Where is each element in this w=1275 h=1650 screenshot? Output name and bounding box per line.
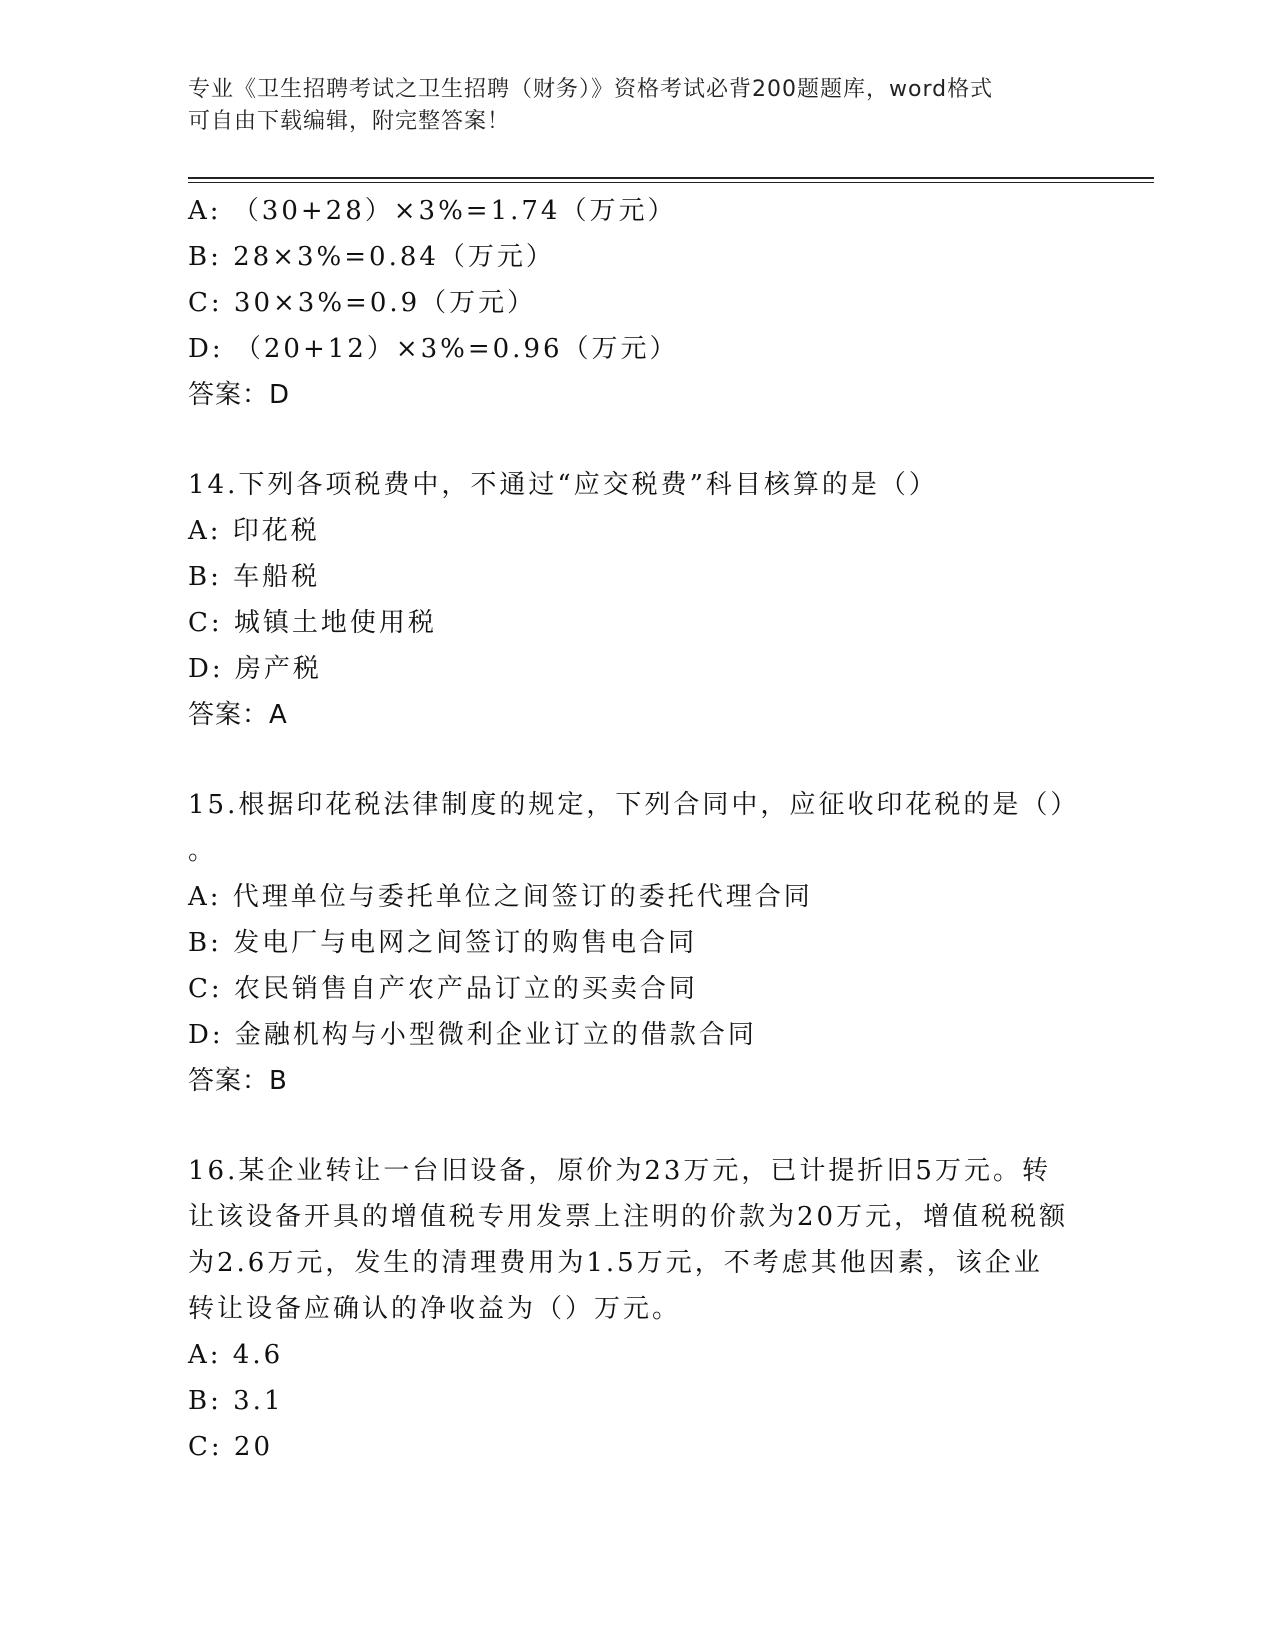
q15-option-b: B: 发电厂与电网之间签订的购售电合同 [188, 928, 698, 958]
spacer [188, 738, 1088, 782]
q16-stem-line-2: 让该设备开具的增值税专用发票上注明的价款为20万元，增值税税额 [188, 1202, 1069, 1232]
q15-answer: 答案：B [188, 1066, 288, 1096]
q13-option-a: A: （30+28）×3%=1.74（万元） [188, 196, 677, 226]
q16-stem [188, 1148, 1068, 1332]
header-divider-thick [188, 177, 1154, 179]
q13-option-b: B: 28×3%=0.84（万元） [188, 242, 555, 272]
q14-answer: 答案：A [188, 700, 288, 730]
q16-option-a: A: 4.6 [188, 1340, 284, 1370]
q16-stem-line-1: 16.某企业转让一台旧设备，原价为23万元，已计提折旧5万元。转 [188, 1156, 1051, 1186]
header-line-2: 可自由下载编辑，附完整答案！ [188, 109, 511, 134]
spacer [188, 1104, 1088, 1148]
q14-option-b: B: 车船税 [188, 562, 321, 592]
q16-option-c: C: 20 [188, 1432, 274, 1462]
q14-option-d: D: 房产税 [188, 654, 322, 684]
q16-stem-line-4: 转让设备应确认的净收益为（）万元。 [188, 1294, 682, 1324]
spacer [188, 418, 1088, 462]
document-header [188, 74, 1068, 138]
question-14 [188, 462, 1088, 738]
question-15 [188, 782, 1088, 1104]
q13-option-c: C: 30×3%=0.9（万元） [188, 288, 537, 318]
q15-option-c: C: 农民销售自产农产品订立的买卖合同 [188, 974, 698, 1004]
q15-stem-line-2: 。 [188, 836, 218, 866]
header-divider-thin [188, 182, 1154, 183]
q14-stem: 14.下列各项税费中，不通过“应交税费”科目核算的是（） [188, 470, 938, 500]
question-13 [188, 188, 1088, 418]
q14-option-a: A: 印花税 [188, 516, 320, 546]
header-line-1: 专业《卫生招聘考试之卫生招聘（财务）》资格考试必背200题题库，word格式 [188, 77, 994, 102]
q13-option-d: D: （20+12）×3%=0.96（万元） [188, 334, 679, 364]
question-list [188, 188, 1088, 1470]
q16-stem-line-3: 为2.6万元，发生的清理费用为1.5万元，不考虑其他因素，该企业 [188, 1248, 1043, 1278]
q15-option-d: D: 金融机构与小型微利企业订立的借款合同 [188, 1020, 757, 1050]
question-16 [188, 1148, 1088, 1470]
q15-option-a: A: 代理单位与委托单位之间签订的委托代理合同 [188, 882, 813, 912]
q14-option-c: C: 城镇土地使用税 [188, 608, 437, 638]
q15-stem-line-1: 15.根据印花税法律制度的规定，下列合同中，应征收印花税的是（） [188, 790, 1080, 820]
q16-option-b: B: 3.1 [188, 1386, 284, 1416]
q13-answer: 答案：D [188, 380, 291, 410]
